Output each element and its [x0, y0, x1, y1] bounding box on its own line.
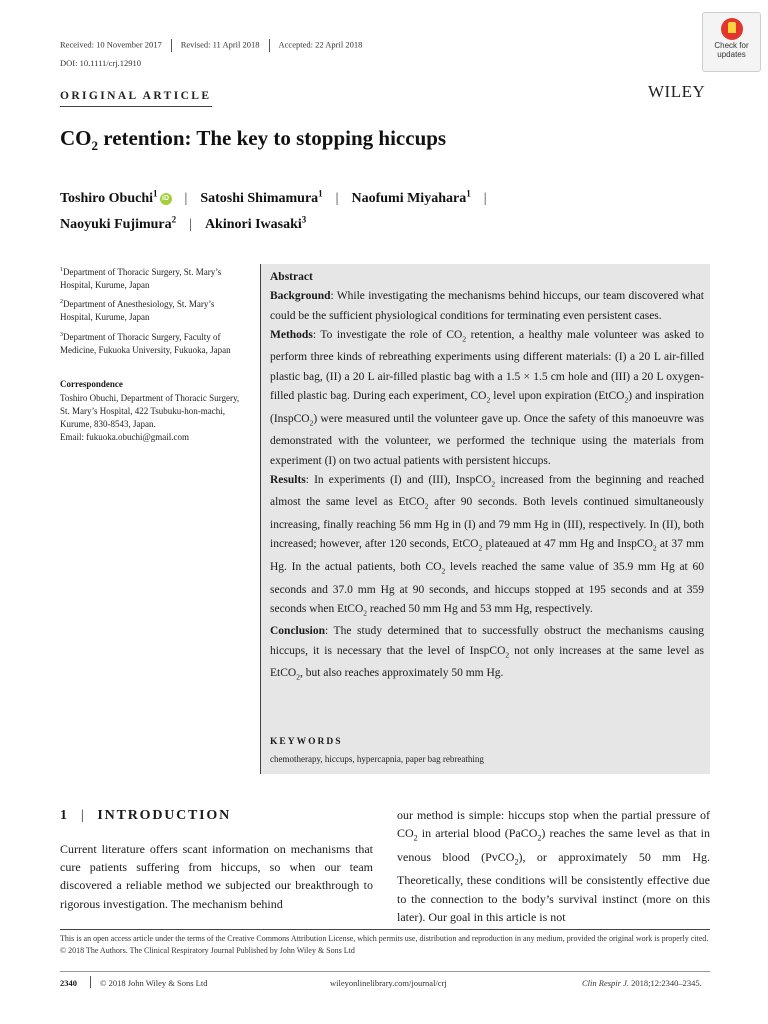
- author-name[interactable]: Satoshi Shimamura$^1$: [200, 188, 323, 206]
- article-type-rule: [60, 106, 212, 107]
- correspondence-text: Toshiro Obuchi, Department of Thoracic Surgery, St. Mary’s Hospital, 422 Tsubuku-hon-machi, Kurume, 830-8543, Japan. Email: fukuoka.obuchi@gmail.com: [60, 393, 240, 442]
- footnote-rule: [60, 929, 710, 930]
- affiliation: $^2$Department of Anesthesiology, St. Mary’s Hospital, Kurume, Japan: [60, 299, 215, 322]
- author-name[interactable]: Naofumi Miyahara$^1$: [351, 188, 471, 206]
- page-footer-rule: [60, 971, 710, 972]
- copyright-text: © 2018 The Authors. The Clinical Respiratory Journal Published by John Wiley & Sons Ltd: [60, 946, 355, 955]
- author-name[interactable]: Naoyuki Fujimura$^2$: [60, 214, 177, 232]
- section-heading: 1 | INTRODUCTION: [60, 808, 232, 823]
- affiliation: $^1$Department of Thoracic Surgery, St. Mary’s Hospital, Kurume, Japan: [60, 267, 222, 290]
- author-line-2: Naoyuki Fujimura$^2$ | Akinori Iwasaki$^3$: [60, 214, 307, 232]
- page-copyright: © 2018 John Wiley & Sons Ltd: [100, 978, 208, 988]
- keywords-heading: KEYWORDS: [270, 737, 343, 747]
- article-dates: [60, 39, 362, 52]
- abstract-background: Background: While investigating the mechanisms behind hiccups, our team discovered what could be the sufficient physiological conditions for terminating even persistent cases.: [270, 290, 704, 322]
- correspondence-heading: Correspondence: [60, 379, 123, 389]
- abstract-heading: Abstract: [270, 271, 313, 283]
- doi[interactable]: DOI: 10.1111/crj.12910: [60, 58, 141, 68]
- body-column-right: our method is simple: hiccups stop when the partial pressure of $CO_2$ in arterial blood (PaCO$_2$) reaches the same level as that in venous blood (PvCO$_2$), or approximately 50 mm Hg. Theoretically, these conditions will be consistently effective due to the connection to the body’s survival instinct (more on this later). Our goal in this article is not: [397, 808, 711, 924]
- abstract-box: [260, 264, 710, 774]
- author-name[interactable]: Akinori Iwasaki$^3$: [204, 214, 307, 232]
- journal-url[interactable]: wileyonlinelibrary.com/journal/crj: [330, 978, 447, 988]
- article-type: ORIGINAL ARTICLE: [60, 90, 212, 102]
- accepted-date: Accepted: 22 April 2018: [278, 39, 363, 50]
- footnote: [60, 933, 710, 957]
- page-number: 2340: [60, 978, 77, 988]
- license-text: This is an open access article under the terms of the Creative Commons Attribution License, which permits use, distribution and reproduction in any medium, provided the original work is properly cited.: [60, 934, 709, 943]
- keywords: chemotherapy, hiccups, hypercapnia, paper bag rebreathing: [270, 754, 484, 764]
- check-for-updates-button[interactable]: [702, 12, 761, 72]
- affiliation: $^3$Department of Thoracic Surgery, Faculty of Medicine, Fukuoka University, Fukuoka, Japan: [60, 332, 231, 355]
- check-for-updates-label: Check for updates: [714, 41, 749, 59]
- email-link[interactable]: Email: fukuoka.obuchi@gmail.com: [60, 432, 190, 442]
- abstract-conclusion: Conclusion: The study determined that to successfully obstruct the mechanisms causing hiccups, it is necessary that the level of InspCO$_2$ not only increases at the same level as EtCO$_2$, but also reaches approximately 50 mm Hg.: [270, 625, 704, 682]
- received-date: Received: 10 November 2017: [60, 39, 162, 50]
- article-title: $CO_2$ retention: The key to stopping hiccups: [60, 126, 447, 154]
- revised-date: Revised: 11 April 2018: [180, 39, 260, 50]
- orcid-icon[interactable]: iD: [160, 193, 172, 205]
- author-name[interactable]: Toshiro Obuchi$^1$: [60, 188, 158, 206]
- author-line-1: Toshiro Obuchi$^1$iD | Satoshi Shimamura$^1$ | Naofumi Miyahara$^1$ |: [60, 188, 487, 206]
- citation: Clin Respir J. 2018;12:2340–2345.: [582, 978, 702, 988]
- publisher-logo: WILEY: [648, 82, 706, 101]
- bookmark-icon: [721, 18, 743, 40]
- abstract-methods: Methods: To investigate the role of $CO_2$ retention, a healthy male volunteer was asked to perform three kinds of rebreathing experiments using different materials: (I) a 20 L air-filled plastic bag, (II) a 20 L air-filled plastic bag with a 1.5 × 1.5 cm hole and (III) a 20 L oxygen-filled plastic bag. During each experiment, $CO_2$ level upon expiration (EtCO$_2$) and inspiration (InspCO$_2$) were measured until the volunteer gave up. Once the safety of this manoeuvre was demonstrated with the volunteer, we performed the technique using the materials from experiment (I) on two actual patients with persistent hiccups.: [270, 328, 705, 467]
- body-column-left: Current literature offers scant information on mechanisms that cure patients suffering from hiccups, so when our team discovered a reliable method we subjected our breakthrough to rigorous investigation. The mechanism behind: [60, 842, 373, 911]
- abstract-results: Results: In experiments (I) and (III), InspCO$_2$ increased from the beginning and reached almost the same level as EtCO$_2$ after 90 seconds. Both levels continued simultaneously increasing, finally reaching 56 mm Hg in (I) and 79 mm Hg in (III), respectively. In (II), both increased; however, after 120 seconds, EtCO$_2$ plateaued at 47 mm Hg and InspCO$_2$ at 37 mm Hg. In the actual patients, both $CO_2$ levels reached the same value of 35.9 mm Hg at 60 seconds and 37.0 mm Hg at 90 seconds, and hiccups stopped at 195 seconds and at 359 seconds when EtCO$_2$ reached 50 mm Hg and 53 mm Hg, respectively.: [270, 473, 705, 618]
- abstract-text: [270, 268, 704, 687]
